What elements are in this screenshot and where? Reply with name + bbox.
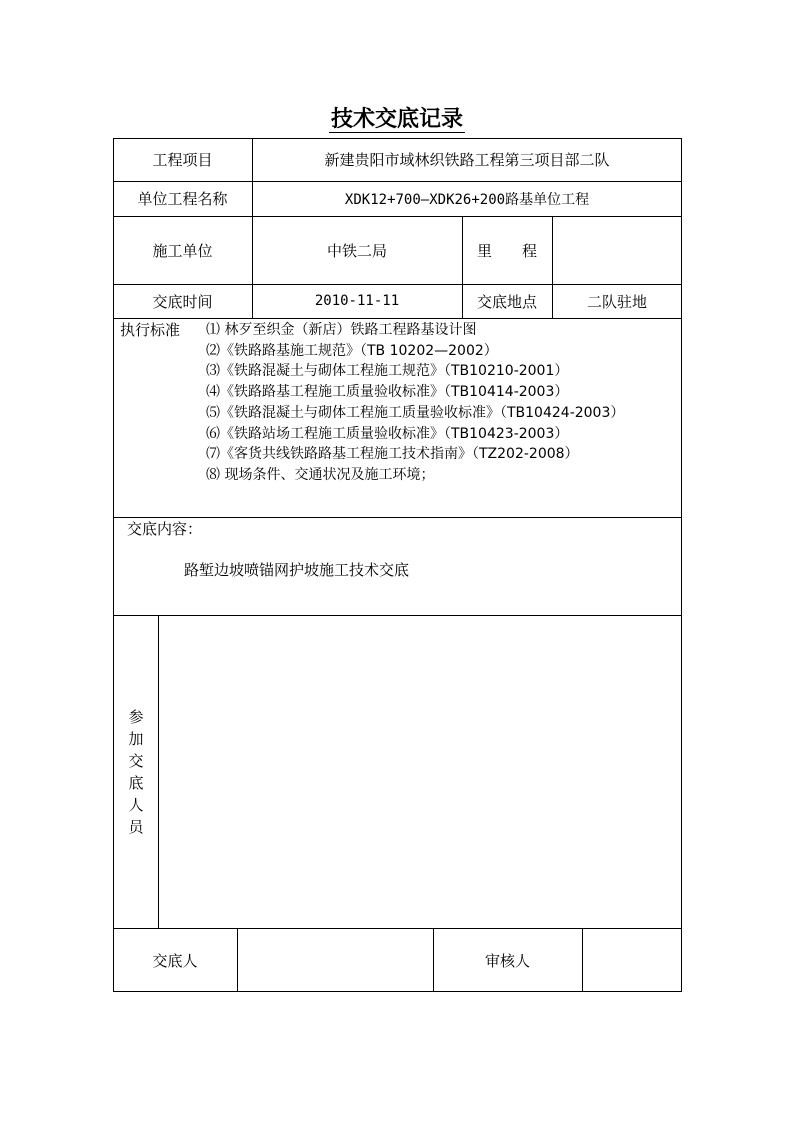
unit-project-label: 单位工程名称 <box>137 190 228 208</box>
participants-label-char: 参 <box>128 708 144 726</box>
project-label: 工程项目 <box>152 151 213 169</box>
disclosure-place-value: 二队驻地 <box>586 292 647 311</box>
project-value: 新建贵阳市域林织铁路工程第三项目部二队 <box>324 151 610 169</box>
participants-label-char: 员 <box>128 818 144 836</box>
standard-item: ⑻ 现场条件、交通状况及施工环境； <box>206 466 435 483</box>
standard-item: ⑸《铁路混凝土与砌体工程施工质量验收标准》（TB10424-2003） <box>206 404 625 421</box>
participants-label <box>114 706 158 838</box>
standard-item: ⑵《铁路路基施工规范》（TB 10202—2002） <box>206 342 498 359</box>
standard-item: ⑹《铁路站场工程施工质量验收标准》（TB10423-2003） <box>206 425 569 442</box>
standard-item: ⑷《铁路路基工程施工质量验收标准》（TB10414-2003） <box>206 384 569 401</box>
content-label: 交底内容： <box>127 520 203 538</box>
reviewer-value <box>582 928 682 992</box>
mileage-value <box>552 216 682 284</box>
document-title: 技术交底记录 <box>330 106 463 132</box>
standards-label: 执行标准 <box>120 321 181 339</box>
standard-item: ⑶《铁路混凝土与砌体工程施工规范》（TB10210-2001） <box>206 363 569 380</box>
discloser-value <box>237 928 433 992</box>
participants-label-char: 底 <box>128 774 144 792</box>
mileage-label: 里 程 <box>476 241 537 260</box>
standard-item: ⑺《客货共线铁路路基工程施工技术指南》（TZ202-2008） <box>206 446 579 463</box>
disclosure-time-label: 交底时间 <box>152 292 213 311</box>
reviewer-label: 审核人 <box>484 951 530 970</box>
construction-unit-value: 中铁二局 <box>326 241 387 260</box>
participants-label-char: 人 <box>128 796 144 814</box>
participants-area <box>158 615 682 928</box>
participants-label-char: 交 <box>128 752 144 770</box>
discloser-label: 交底人 <box>152 951 198 970</box>
disclosure-place-label: 交底地点 <box>476 292 537 311</box>
standard-item: ⑴ 林歹至织金（新店）铁路工程路基设计图 <box>206 322 477 338</box>
content-text: 路堑边坡喷锚网护坡施工技术交底 <box>184 561 410 579</box>
unit-project-value: XDK12+700—XDK26+200路基单位工程 <box>344 191 590 208</box>
participants-label-char: 加 <box>128 730 144 748</box>
standards-list <box>206 320 624 486</box>
construction-unit-label: 施工单位 <box>152 241 213 260</box>
disclosure-time-value: 2010-11-11 <box>314 293 400 309</box>
